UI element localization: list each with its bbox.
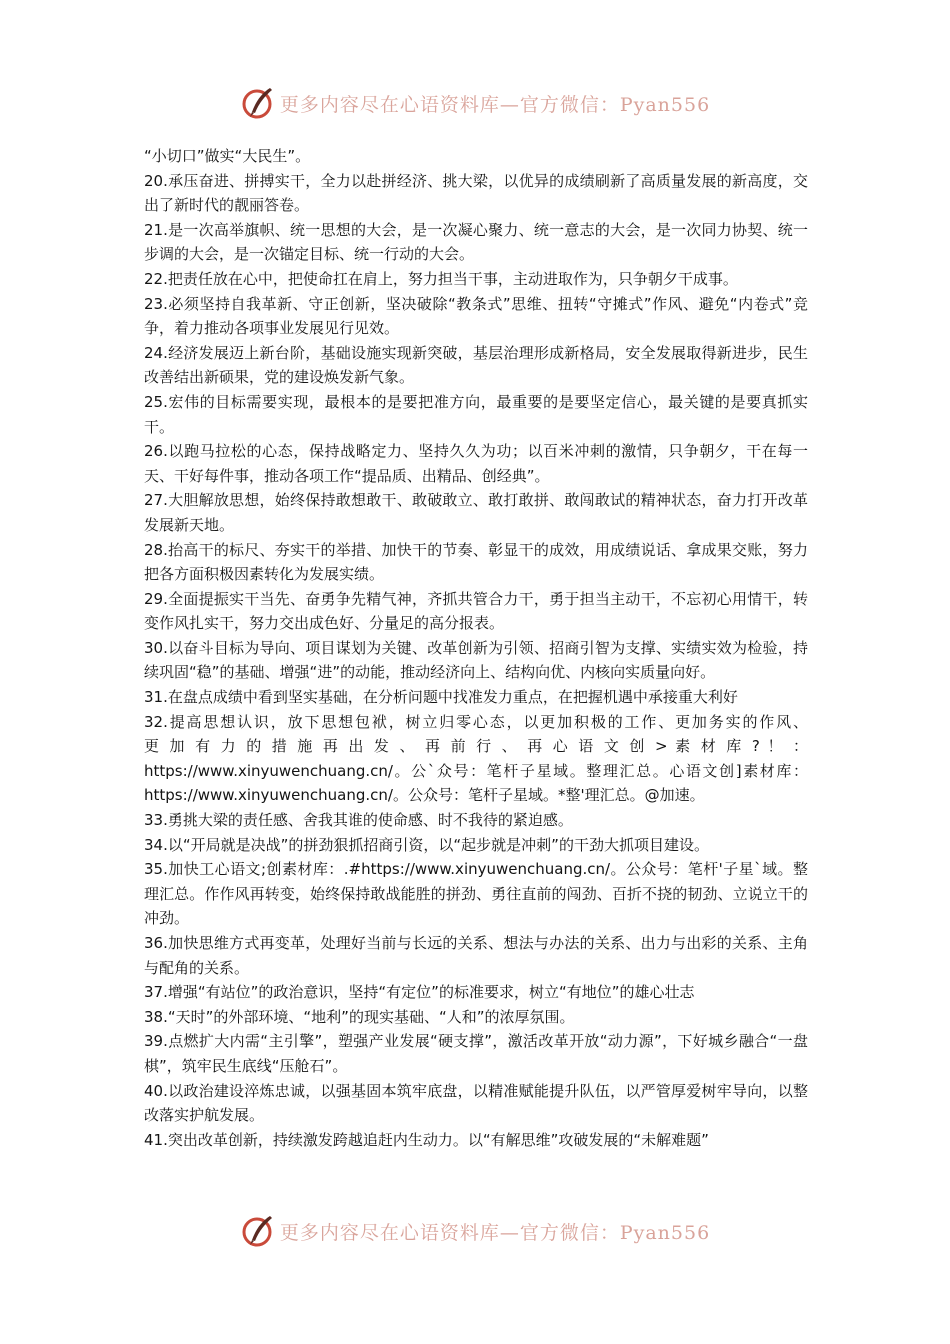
document-body (144, 144, 808, 1152)
paragraph: 29.全面提振实干当先、奋勇争先精气神，齐抓共管合力干，勇于担当主动干，不忘初心用情干，转变作风扎实干，努力交出成色好、分量足的高分报表。 (144, 589, 808, 633)
paragraph: 34.以“开局就是决战”的拼劲狠抓招商引资，以“起步就是冲刺”的干劲大抓项目建设。 (144, 835, 709, 854)
paragraph: 25.宏伟的目标需要实现，最根本的是要把准方向，最重要的是要坚定信心，最关键的是要真抓实干。 (144, 392, 808, 436)
paragraph: 更 加 有 力 的 措 施 再 出 发 、 再 前 行 、 再 心 语 文 创 > 素 材 库 ? ！ ： https://www.xinyuwenchuang.cn/。公`众号：笔杆子星域。整理汇总。心语文创]素材库：https://www.xinyuwenchuang.cn/。公众号：笔杆子星域。*整'理汇总。@加速。 (144, 737, 808, 805)
paragraph: 23.必须坚持自我革新、守正创新，坚决破除“教条式”思维、扭转“守摊式”作风、避免“内卷式”竞争，着力推动各项事业发展见行见效。 (144, 294, 808, 338)
banner-text: 更多内容尽在心语资料库—官方微信：Pyan556 (279, 93, 711, 116)
paragraph: 22.把责任放在心中，把使命扛在肩上，努力担当干事，主动进取作为，只争朝夕干成事。 (144, 269, 738, 288)
paragraph: 41.突出改革创新，持续激发跨越追赶内生动力。以“有解思维”攻破发展的“未解难题” (144, 1130, 709, 1149)
banner-text: 更多内容尽在心语资料库—官方微信：Pyan556 (279, 1221, 711, 1244)
paragraph: 35.加快工心语文;创素材库：.#https://www.xinyuwenchuang.cn/。公众号：笔杆'子星`域。整理汇总。作作风再转变，始终保持敢战能胜的拼劲、勇往直前的闯劲、百折不挠的韧劲、立说立干的冲劲。 (144, 860, 808, 928)
paragraph: 30.以奋斗目标为导向、项目谋划为关键、改革创新为引领、招商引智为支撑、实绩实效为检验，持续巩固“稳”的基础、增强“进”的动能，推动经济向上、结构向优、内核向实质量向好。 (144, 638, 808, 682)
paragraph: 21.是一次高举旗帜、统一思想的大会，是一次凝心聚力、统一意志的大会，是一次同力协契、统一步调的大会，是一次锚定目标、统一行动的大会。 (144, 220, 808, 264)
paragraph: 33.勇挑大梁的责任感、舍我其谁的使命感、时不我待的紧迫感。 (144, 811, 573, 830)
paragraph: 28.抬高干的标尺、夯实干的举措、加快干的节奏、彰显干的成效，用成绩说话、拿成果交账，努力把各方面积极因素转化为发展实绩。 (144, 540, 808, 584)
quill-pen-logo-icon (240, 1213, 276, 1249)
paragraph: 39.点燃扩大内需“主引擎”，塑强产业发展“硬支撑”，激活改革开放“动力源”，下好城乡融合“一盘棋”，筑牢民生底线“压舱石”。 (144, 1032, 808, 1075)
paragraph: 26.以跑马拉松的心态，保持战略定力、坚持久久为功；以百米冲刺的激情，只争朝夕，干在每一天、干好每件事，推动各项工作“提品质、出精品、创经典”。 (144, 442, 808, 485)
paragraph: “小切口”做实“大民生”。 (144, 147, 311, 165)
paragraph: 38.“天时”的外部环境、“地利”的现实基础、“人和”的浓厚氛围。 (144, 1007, 575, 1026)
paragraph: 31.在盘点成绩中看到坚实基础，在分析问题中找准发力重点，在把握机遇中承接重大利好 (144, 688, 738, 707)
paragraph: 32.提高思想认识，放下思想包袱，树立归零心态，以更加积极的工作、更加务实的作风、 (144, 712, 808, 731)
paragraph: 20.承压奋进、拼搏实干，全力以赴拼经济、挑大梁，以优异的成绩刷新了高质量发展的新高度，交出了新时代的靓丽答卷。 (144, 171, 808, 215)
paragraph: 37.增强“有站位”的政治意识，坚持“有定位”的标准要求，树立“有地位”的雄心壮志 (144, 983, 695, 1002)
paragraph: 24.经济发展迈上新台阶，基础设施实现新突破，基层治理形成新格局，安全发展取得新进步，民生改善结出新硕果，党的建设焕发新气象。 (144, 343, 808, 387)
paragraph: 36.加快思维方式再变革，处理好当前与长远的关系、想法与办法的关系、出力与出彩的关系、主角与配角的关系。 (144, 934, 808, 977)
paragraph: 27.大胆解放思想，始终保持敢想敢干、敢破敢立、敢打敢拼、敢闯敢试的精神状态，奋力打开改革发展新天地。 (144, 491, 808, 534)
paragraph: 40.以政治建设淬炼忠诚，以强基固本筑牢底盘，以精准赋能提升队伍，以严管厚爱树牢导向，以整改落实护航发展。 (144, 1081, 808, 1125)
header-banner (0, 83, 950, 123)
quill-pen-logo-icon (240, 85, 276, 121)
footer-banner (0, 1211, 950, 1251)
